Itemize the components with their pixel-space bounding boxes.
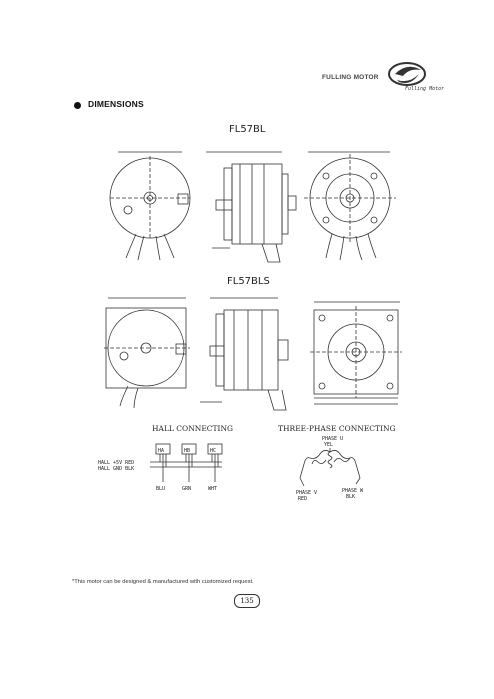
- model-label-fl57bls: FL57BLS: [227, 276, 270, 287]
- hall-sensor-ha: HA: [158, 448, 165, 454]
- fl57bl-front-view: [304, 152, 396, 260]
- hall-ground-label: HALL GND BLK: [98, 466, 135, 472]
- phase-w-color: BLK: [346, 494, 356, 500]
- three-phase-diagram: [286, 432, 396, 508]
- three-phase-connecting-title: THREE-PHASE CONNECTING: [278, 424, 396, 433]
- model-label-fl57bl: FL57BL: [229, 124, 266, 135]
- hall-supply-label: HALL +5V RED: [98, 460, 135, 466]
- phase-v-color: RED: [298, 496, 308, 502]
- fl57bl-back-view: [110, 152, 190, 260]
- hall-connecting-title: HALL CONNECTING: [152, 424, 234, 433]
- section-title: DIMENSIONS: [88, 99, 144, 109]
- phase-w-label: PHASE W: [342, 488, 364, 494]
- hall-wire-wht: WHT: [208, 486, 218, 492]
- fl57bl-side-view: [206, 152, 296, 262]
- hall-wire-grn: GRN: [182, 486, 192, 492]
- phase-v-label: PHASE V: [296, 490, 318, 496]
- hall-sensor-hc: HC: [210, 448, 217, 454]
- hall-wiring-diagram: [96, 436, 236, 496]
- section-bullet: [74, 102, 81, 109]
- footnote: *This motor can be designed & manufactured with customized request.: [72, 579, 254, 585]
- company-logo: [385, 60, 445, 92]
- svg-text:Fulling Motor: Fulling Motor: [405, 86, 445, 92]
- fl57bls-side-view: [200, 298, 288, 410]
- fl57bls-drawings: [100, 290, 420, 415]
- fl57bls-front-view: [310, 302, 402, 404]
- phase-u-color: YEL: [324, 442, 334, 448]
- page-number: 135: [234, 594, 260, 608]
- hall-wire-blu: BLU: [156, 486, 166, 492]
- fl57bls-back-view: [104, 298, 190, 408]
- phase-u-label: PHASE U: [322, 436, 344, 442]
- brand-name: FULLING MOTOR: [322, 74, 379, 81]
- hall-sensor-hb: HB: [184, 448, 191, 454]
- fl57bl-drawings: [100, 138, 420, 268]
